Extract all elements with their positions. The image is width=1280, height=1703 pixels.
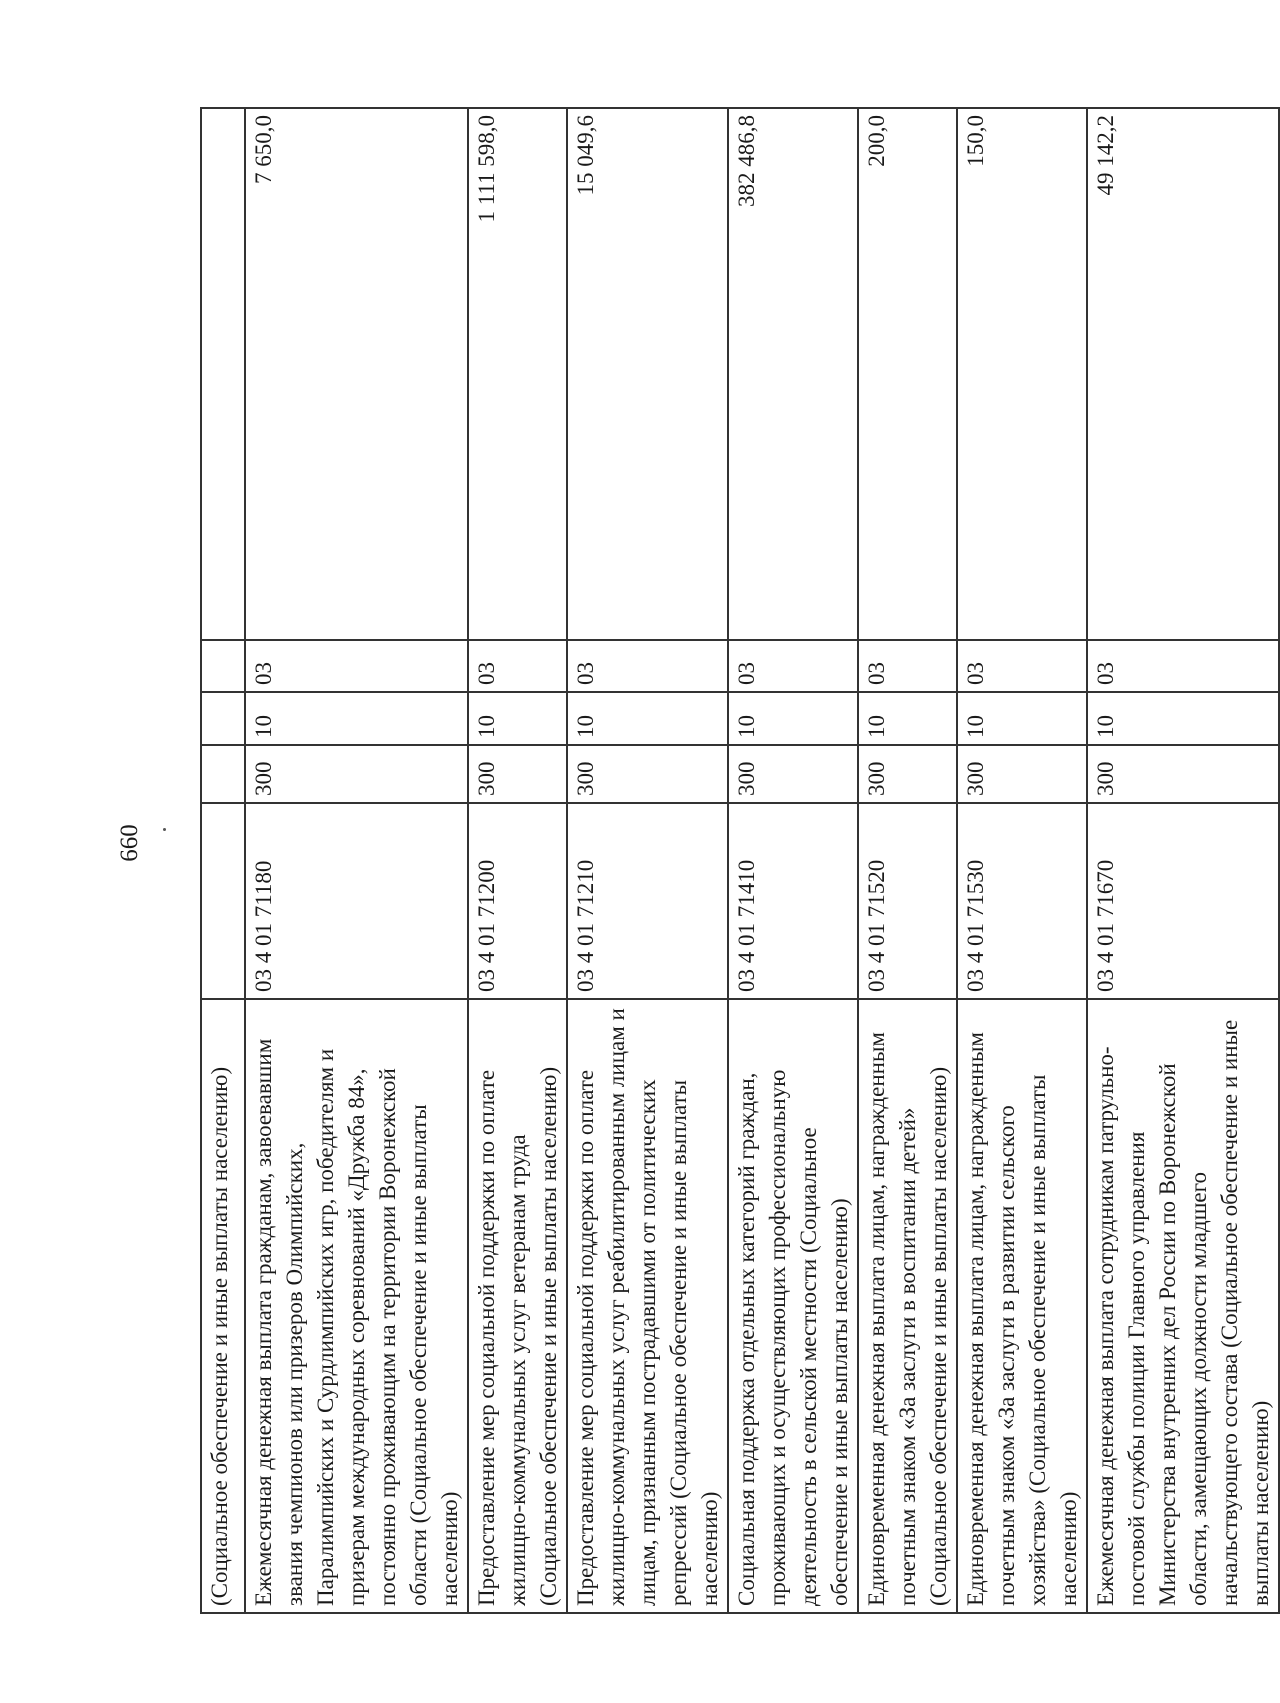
row-name-cell: Ежемесячная денежная выплата сотрудникам патрульно-постовой службы полиции Главного управления Министерства внутренних дел России по Воронежской области, замещающих должности младшего начальствующего состава (Социальное обеспечение и иные выплаты населению) — [1087, 999, 1279, 1613]
expense-type-cell: 300 — [728, 745, 858, 803]
amount-cell: 7 650,0 — [245, 108, 468, 640]
subsection-cell — [201, 640, 245, 692]
row-name-cell: Предоставление мер социальной поддержки по оплате жилищно-коммунальных услуг реабилитированным лицам и лицам, признанным пострадавшими от политических репрессий (Социальное обеспечение и иные выплаты населению) — [567, 999, 728, 1613]
row-name-cell: Социальная поддержка отдельных категорий граждан, проживающих и осуществляющих профессиональную деятельность в сельской местности (Социальное обеспечение и иные выплаты населению) — [728, 999, 858, 1613]
budget-code-cell: 03 4 01 71210 — [567, 803, 728, 999]
amount-cell: 382 486,8 — [728, 108, 858, 640]
row-name-cell: Единовременная денежная выплата лицам, награжденным почетным знаком «За заслуги в воспитании детей» (Социальное обеспечение и иные выплаты населению) — [858, 999, 957, 1613]
table-row — [567, 108, 728, 1613]
amount-cell — [201, 108, 245, 640]
amount-cell: 150,0 — [957, 108, 1087, 640]
table-row — [201, 108, 245, 1613]
subsection-cell: 03 — [858, 640, 957, 692]
section-cell: 10 — [858, 692, 957, 745]
subsection-cell: 03 — [468, 640, 567, 692]
table-row — [957, 108, 1087, 1613]
table-row — [858, 108, 957, 1613]
budget-code-cell: 03 4 01 71530 — [957, 803, 1087, 999]
section-cell: 10 — [468, 692, 567, 745]
amount-cell: 1 111 598,0 — [468, 108, 567, 640]
budget-table — [200, 107, 1280, 1614]
subsection-cell: 03 — [957, 640, 1087, 692]
table-body — [201, 108, 1279, 1613]
table-row — [468, 108, 567, 1613]
budget-code-cell: 03 4 01 71410 — [728, 803, 858, 999]
section-cell — [201, 692, 245, 745]
budget-code-cell — [201, 803, 245, 999]
amount-cell: 200,0 — [858, 108, 957, 640]
subsection-cell: 03 — [728, 640, 858, 692]
section-cell: 10 — [728, 692, 858, 745]
budget-code-cell: 03 4 01 71520 — [858, 803, 957, 999]
expense-type-cell: 300 — [567, 745, 728, 803]
budget-code-cell: 03 4 01 71200 — [468, 803, 567, 999]
rotated-table-wrapper — [200, 109, 1273, 1614]
subsection-cell: 03 — [245, 640, 468, 692]
budget-code-cell: 03 4 01 71670 — [1087, 803, 1279, 999]
subsection-cell: 03 — [567, 640, 728, 692]
page-number: 660 — [116, 824, 143, 862]
amount-cell: 49 142,2 — [1087, 108, 1279, 640]
expense-type-cell — [201, 745, 245, 803]
scan-speck — [163, 828, 166, 831]
expense-type-cell: 300 — [1087, 745, 1279, 803]
table-row — [245, 108, 468, 1613]
row-name-cell: Единовременная денежная выплата лицам, награжденным почетным знаком «За заслуги в развитии сельского хозяйства» (Социальное обеспечение и иные выплаты населению) — [957, 999, 1087, 1613]
section-cell: 10 — [567, 692, 728, 745]
table-row — [1087, 108, 1279, 1613]
row-name-cell: Предоставление мер социальной поддержки по оплате жилищно-коммунальных услуг ветеранам труда (Социальное обеспечение и иные выплаты населению) — [468, 999, 567, 1613]
expense-type-cell: 300 — [957, 745, 1087, 803]
amount-cell: 15 049,6 — [567, 108, 728, 640]
budget-code-cell: 03 4 01 71180 — [245, 803, 468, 999]
expense-type-cell: 300 — [858, 745, 957, 803]
section-cell: 10 — [957, 692, 1087, 745]
row-name-cell: Ежемесячная денежная выплата гражданам, завоевавшим звания чемпионов или призеров Олимпийских, Паралимпийских и Сурдлимпийских игр, победителям и призерам международных соревнований «Дружба 84», постоянно проживающим на территории Воронежской области (Социальное обеспечение и иные выплаты населению) — [245, 999, 468, 1613]
subsection-cell: 03 — [1087, 640, 1279, 692]
table-row — [728, 108, 858, 1613]
expense-type-cell: 300 — [245, 745, 468, 803]
section-cell: 10 — [1087, 692, 1279, 745]
row-name-cell: (Социальное обеспечение и иные выплаты населению) — [201, 999, 245, 1613]
expense-type-cell: 300 — [468, 745, 567, 803]
section-cell: 10 — [245, 692, 468, 745]
